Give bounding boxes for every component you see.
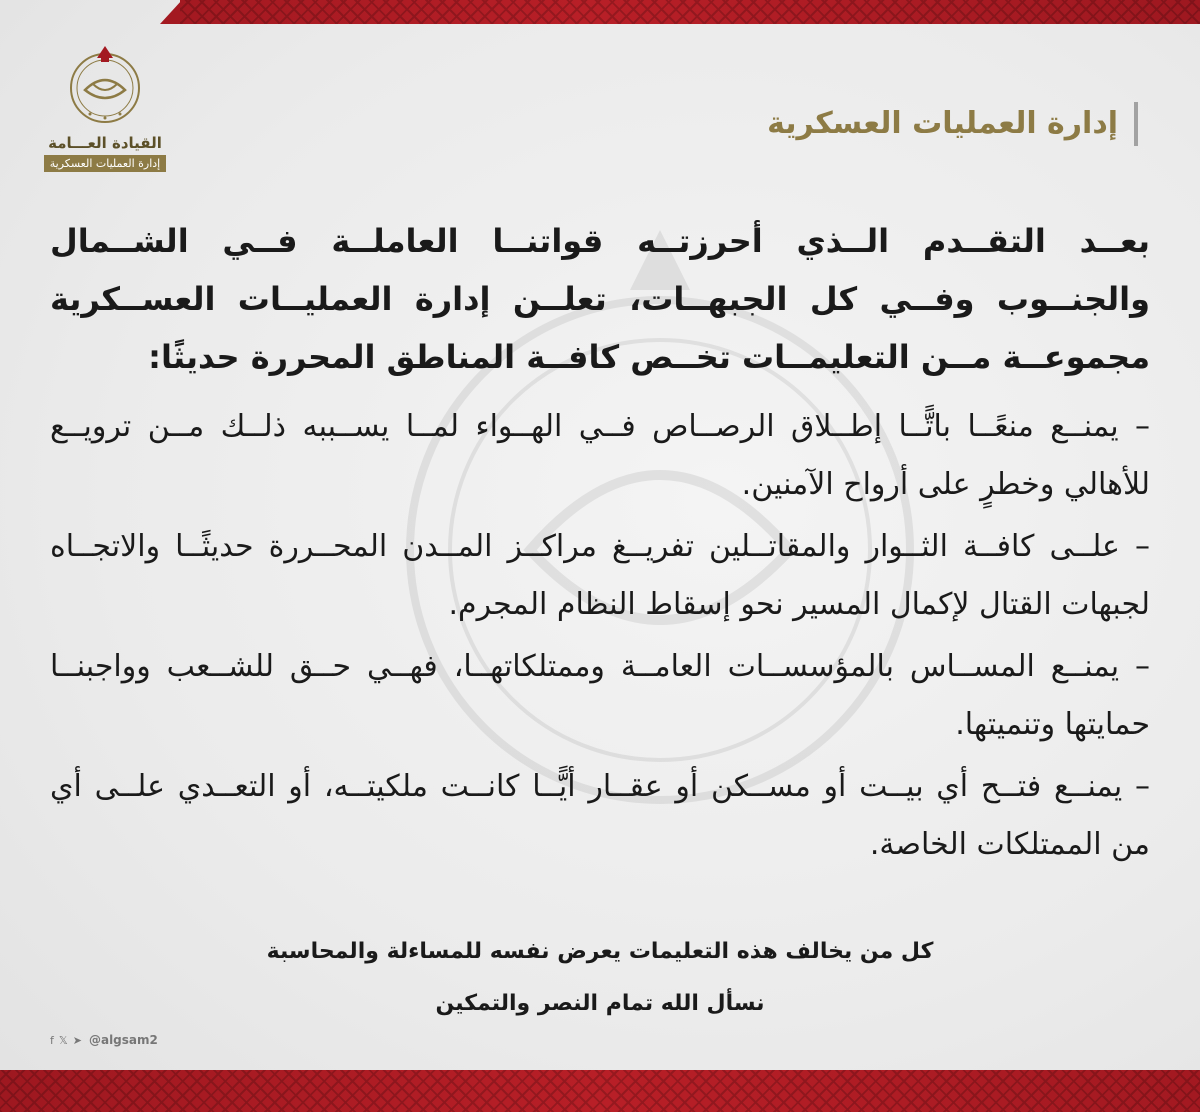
header-title: إدارة العمليات العسكرية: [767, 102, 1138, 146]
bottom-band-pattern: [0, 1070, 1200, 1112]
logo-title: القيادة العـــامة: [48, 134, 162, 152]
instruction-item: – يمنــع فتــح أي بيــت أو مســكن أو عقــار أيًّــا كانــت ملكيتــه، أو التعــدي علــى أي من الممتلكات الخاصة.: [50, 769, 1150, 862]
top-decorative-band: [180, 0, 1200, 24]
closing-line-prayer: نسأل الله تمام النصر والتمكين: [435, 991, 765, 1016]
social-bar: [50, 1030, 158, 1050]
closing-line-warning: كل من يخالف هذه التعليمات يعرض نفسه للمساءلة والمحاسبة: [266, 939, 934, 964]
closing-statement: [150, 926, 1050, 1030]
instruction-item: – علــى كافــة الثــوار والمقاتــلين تفريــغ مراكــز المــدن المحــررة حديثًــا والاتجــاه لجبهات القتال لإكمال المسير نحو إسقاط النظام المجرم.: [50, 529, 1150, 622]
top-band-cut: [160, 0, 182, 24]
facebook-icon[interactable]: f: [50, 1033, 54, 1047]
top-band-pattern: [180, 0, 1200, 24]
instruction-item: – يمنــع منعًــا باتًّــا إطــلاق الرصــاص فــي الهــواء لمــا يســببه ذلــك مــن ترويــع للأهالي وخطرٍ على أرواح الآمنين.: [50, 409, 1150, 502]
announcement-body: [50, 212, 1150, 878]
intro-paragraph: بعــد التقــدم الــذي أحرزتــه قواتنــا العاملــة فــي الشــمال والجنــوب وفــي كل الجبهــات، تعلــن إدارة العمليــات العســكرية مجموعــة مــن التعليمــات تخــص كافــة المناطق المحررة حديثًا:: [50, 222, 1150, 376]
logo: [40, 40, 170, 180]
telegram-icon[interactable]: ➤: [72, 1033, 82, 1047]
instruction-item: – يمنــع المســاس بالمؤسســات العامــة وممتلكاتهــا، فهــي حــق للشــعب وواجبنــا حمايتها وتنميتها.: [50, 649, 1150, 742]
bottom-decorative-band: [0, 1070, 1200, 1112]
emblem-icon: [60, 40, 150, 130]
social-handle[interactable]: @algsam2: [88, 1033, 158, 1047]
x-icon[interactable]: 𝕏: [58, 1033, 68, 1047]
logo-subtitle: إدارة العمليات العسكرية: [44, 155, 166, 172]
instructions-list: [50, 398, 1150, 874]
